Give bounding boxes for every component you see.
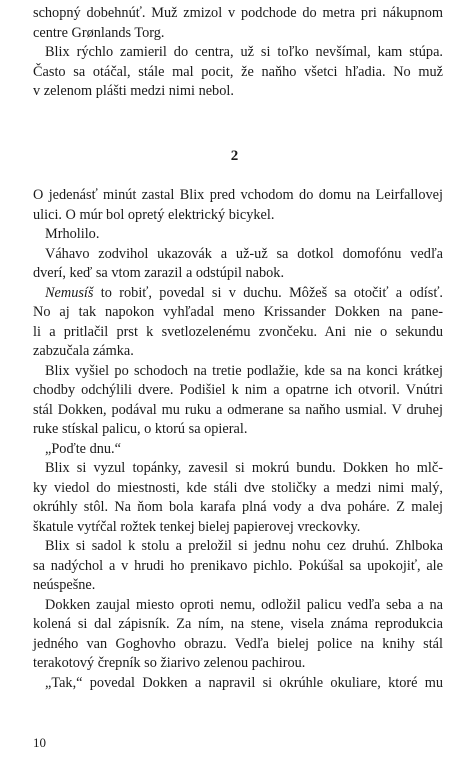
text-line: chodby odchýlili dvere. Podišiel k nim a opatrne ich otvoril. Vnútri	[33, 382, 443, 398]
text-line: Váhavo zodvihol ukazovák a už-už sa dotkol domofónu vedľa	[45, 245, 443, 262]
text-block-top	[33, 4, 443, 102]
text-line: okrúhly stôl. Na ňom bola karafa plná vody a dva poháre. Z malej	[33, 499, 443, 515]
text-line: jedného van Goghovho obrazu. Vedľa bielej police na knihy stál	[33, 635, 443, 652]
text-line: O jedenásť minút zastal Blix pred vchodom do domu na Leirfallovej	[33, 187, 443, 203]
text-line: neúspešne.	[33, 577, 96, 593]
text-line: v zelenom plášti medzi nimi nebol.	[33, 83, 234, 99]
text-line: škatule vytŕčal rožtek tenkej bielej papierovej vreckovky.	[33, 518, 361, 535]
chapter-heading: 2	[230, 148, 239, 164]
page-number: 10	[33, 735, 46, 750]
text-line: ky viedol do miestnosti, kde stáli dve stoličky a medzi nimi malý,	[33, 479, 443, 496]
text-line: ruke stískal palicu, o ktorú sa opieral.	[33, 421, 248, 437]
text-line: „Tak,“ povedal Dokken a napravil si okrúhle okuliare, ktoré mu	[45, 674, 443, 691]
text-line: Blix si vyzul topánky, zavesil si mokrú bundu. Dokken ho mlč-	[45, 460, 443, 476]
text-line	[33, 284, 443, 304]
text-line: „Poďte dnu.“	[45, 440, 121, 457]
text-line: dverí, keď sa vtom zarazil a odstúpil nabok.	[33, 265, 285, 281]
italic-thought: Nemusíš	[45, 284, 94, 301]
text-line: stál Dokken, podával mu ruku a odmerane sa naňho usmial. V druhej	[33, 401, 443, 418]
text-line: Často sa otáčal, stále mal pocit, že naňho všetci hľadia. No muž	[33, 63, 443, 80]
text-line: zabzučala zámka.	[33, 343, 134, 359]
text-line: No aj tak napokon vyhľadal meno Krissander Dokken na pane-	[33, 304, 443, 320]
text-line: centre Grønlands Torg.	[33, 24, 165, 41]
text-line: sa nadýchol a v hrudi ho prenikavo pichlo. Pokúšal sa upokojiť, ale	[33, 557, 443, 574]
text-line: Blix si sadol k stolu a preložil si jednu nohu cez druhú. Zhlboka	[45, 538, 443, 554]
text-line: ulici. O múr bol opretý elektrický bicykel.	[33, 206, 275, 223]
text-line: terakotový črepník so žiarivo zelenou pachirou.	[33, 655, 306, 671]
text-line: Mrholilo.	[45, 226, 100, 242]
text-line: Dokken zaujal miesto oproti nemu, odložil palicu vedľa seba a na	[45, 596, 443, 613]
text-line: schopný dobehnúť. Muž zmizol v podchode do metra pri nákupnom	[33, 5, 443, 21]
text-line-rest: to robiť, povedal si v duchu. Môžeš sa otočiť a odísť.	[93, 284, 443, 301]
text-line: li a pritlačil prst k svetlozelenému zvončeku. Ani nie o sekundu	[33, 323, 443, 340]
text-line: Blix rýchlo zamieril do centra, už si toľko nevšímal, kam stúpa.	[45, 44, 443, 60]
text-block-chapter-2	[33, 186, 443, 693]
text-line: Blix vyšiel po schodoch na tretie podlažie, kde sa na konci krátkej	[45, 362, 443, 379]
text-line: kolená si dal zápisník. Za ním, na stene, visela známa reprodukcia	[33, 616, 443, 632]
